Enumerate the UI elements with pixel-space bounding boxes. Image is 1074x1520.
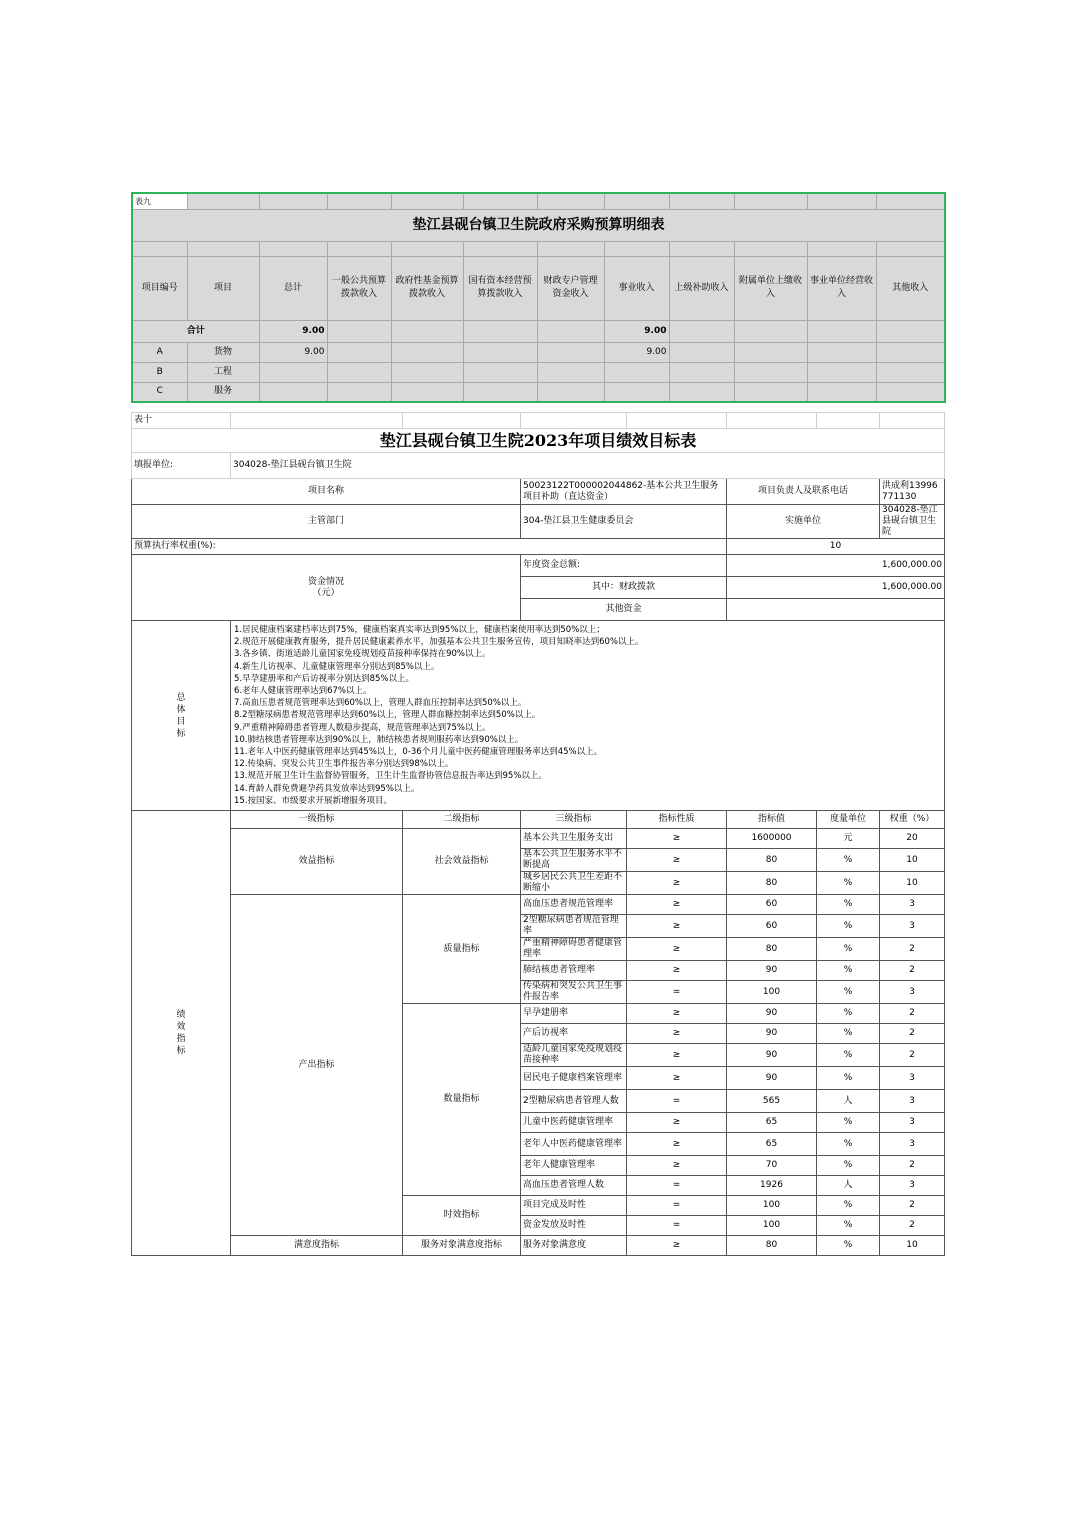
- indicator-operator: ≥: [627, 849, 727, 872]
- indicator-weight: 3: [880, 915, 945, 938]
- total-row: [132, 320, 945, 342]
- level3-indicator: 项目完成及时性: [521, 1196, 627, 1216]
- goal-item: 5.早孕建册率和产后访视率分别达到85%以上。: [234, 673, 415, 684]
- header-row: [132, 256, 945, 320]
- perf-label: 绩 效 指 标: [132, 811, 231, 1256]
- project-name: 50023122T000002044862-基本公共卫生服务项目补助（直达资金）: [521, 479, 727, 505]
- indicator-operator: =: [627, 1090, 727, 1113]
- indicator-unit: %: [817, 1216, 880, 1236]
- fiscal: 1,600,000.00: [727, 577, 945, 599]
- level3-indicator: 适龄儿童国家免疫规划疫苗接种率: [521, 1044, 627, 1067]
- indicator-operator: ≥: [627, 1004, 727, 1024]
- fill-unit: 304028-垫江县砚台镇卫生院: [231, 453, 945, 479]
- indicator-operator: =: [627, 1196, 727, 1216]
- indicator-row: [132, 1236, 945, 1256]
- column-header: 项目编号: [132, 256, 187, 320]
- indicator-value: 90: [727, 961, 817, 981]
- goal-item: 9.严重精神障碍患者管理人数稳步提高，规范管理率达到75%以上。: [234, 722, 491, 733]
- column-header: 政府性基金预算拨款收入: [391, 256, 463, 320]
- goal-item: 14.育龄人群免费避孕药具发放率达到95%以上。: [234, 783, 420, 794]
- indicator-unit: %: [817, 1196, 880, 1216]
- indicator-unit: %: [817, 1156, 880, 1176]
- exec-rate-label: 预算执行率权重(%):: [132, 539, 727, 555]
- column-header: 二级指标: [403, 811, 521, 829]
- column-header: 上级补助收入: [669, 256, 734, 320]
- level3-indicator: 老年人中医药健康管理率: [521, 1133, 627, 1156]
- indicator-value: 80: [727, 872, 817, 895]
- dept-label: 主管部门: [132, 505, 521, 539]
- table-row: [132, 342, 945, 362]
- indicator-unit: %: [817, 1044, 880, 1067]
- indicator-operator: ≥: [627, 1113, 727, 1133]
- indicator-unit: 元: [817, 829, 880, 849]
- row-item: 货物: [187, 342, 259, 362]
- row-business: [604, 362, 669, 382]
- indicator-unit: 人: [817, 1176, 880, 1196]
- column-header: 事业收入: [604, 256, 669, 320]
- indicator-value: 65: [727, 1113, 817, 1133]
- row-total: 9.00: [259, 342, 327, 362]
- level3-indicator: 高血压患者规范管理率: [521, 895, 627, 915]
- indicator-weight: 3: [880, 1090, 945, 1113]
- project-name-label: 项目名称: [132, 479, 521, 505]
- indicator-value: 100: [727, 1216, 817, 1236]
- dept: 304-垫江县卫生健康委员会: [521, 505, 727, 539]
- indicator-value: 1926: [727, 1176, 817, 1196]
- fund-label: 资金情况 （元）: [132, 555, 521, 621]
- indicator-weight: 10: [880, 872, 945, 895]
- goal-item: 13.规范开展卫生计生监督协管服务，卫生计生监督协管信息报告率达到95%以上。: [234, 771, 547, 782]
- indicator-unit: %: [817, 938, 880, 961]
- other: [727, 599, 945, 621]
- indicator-value: 65: [727, 1133, 817, 1156]
- row-business: [604, 382, 669, 402]
- indicator-unit: %: [817, 981, 880, 1004]
- level2-indicator: 服务对象满意度指标: [403, 1236, 521, 1256]
- annual-total-label: 年度资金总额:: [521, 555, 727, 577]
- fill-unit-label: 填报单位:: [132, 453, 231, 479]
- indicator-unit: %: [817, 1024, 880, 1044]
- column-header: 国有资本经营预算拨款收入: [463, 256, 537, 320]
- indicator-operator: =: [627, 981, 727, 1004]
- indicator-unit: %: [817, 1004, 880, 1024]
- column-header: 其他收入: [876, 256, 945, 320]
- level3-indicator: 2型糖尿病患者规范管理率: [521, 915, 627, 938]
- indicator-value: 80: [727, 1236, 817, 1256]
- overall-goals: [231, 621, 945, 811]
- column-header: 三级指标: [521, 811, 627, 829]
- indicator-unit: %: [817, 895, 880, 915]
- row-item: 工程: [187, 362, 259, 382]
- row-total: [259, 362, 327, 382]
- indicator-value: 80: [727, 938, 817, 961]
- level1-indicator: 产出指标: [231, 895, 403, 1236]
- level1-indicator: 效益指标: [231, 829, 403, 895]
- goal-item: 7.高血压患者规范管理率达到60%以上，管理人群血压控制率达到50%以上。: [234, 698, 527, 709]
- level3-indicator: 早孕建册率: [521, 1004, 627, 1024]
- table-row: [132, 382, 945, 402]
- indicator-operator: ≥: [627, 1236, 727, 1256]
- indicator-unit: %: [817, 1067, 880, 1090]
- level3-indicator: 老年人健康管理率: [521, 1156, 627, 1176]
- indicator-value: 1600000: [727, 829, 817, 849]
- level2-indicator: 质量指标: [403, 895, 521, 1004]
- level3-indicator: 居民电子健康档案管理率: [521, 1067, 627, 1090]
- fiscal-label: 其中：财政拨款: [521, 577, 727, 599]
- indicator-operator: ≥: [627, 915, 727, 938]
- row-item: 服务: [187, 382, 259, 402]
- level3-indicator: 高血压患者管理人数: [521, 1176, 627, 1196]
- goal-item: 10.肺结核患者管理率达到90%以上，肺结核患者规则服药率达到90%以上。: [234, 734, 524, 745]
- indicator-weight: 10: [880, 1236, 945, 1256]
- level3-indicator: 严重精神障碍患者健康管理率: [521, 938, 627, 961]
- level2-indicator: 时效指标: [403, 1196, 521, 1236]
- level2-indicator: 数量指标: [403, 1004, 521, 1196]
- column-header: 项目: [187, 256, 259, 320]
- indicator-weight: 3: [880, 1133, 945, 1156]
- indicator-value: 70: [727, 1156, 817, 1176]
- annual-total: 1,600,000.00: [727, 555, 945, 577]
- indicator-unit: %: [817, 1133, 880, 1156]
- goal-item: 11.老年人中医药健康管理率达到45%以上，0-36个月儿童中医药健康管理服务率达到45%以上。: [234, 747, 603, 757]
- table-tag: 表九: [132, 193, 187, 209]
- indicator-unit: 人: [817, 1090, 880, 1113]
- indicator-unit: %: [817, 872, 880, 895]
- indicator-value: 100: [727, 981, 817, 1004]
- impl: 304028-垫江县砚台镇卫生院: [880, 505, 945, 539]
- goal-item: 15.按国家、市级要求开展新增服务项目。: [234, 795, 393, 806]
- indicator-value: 565: [727, 1090, 817, 1113]
- level3-indicator: 产后访视率: [521, 1024, 627, 1044]
- row-code: C: [132, 382, 187, 402]
- indicator-operator: ≥: [627, 1044, 727, 1067]
- goal-item: 3.各乡镇、街道适龄儿童国家免疫规划疫苗接种率保持在90%以上。: [234, 649, 491, 660]
- column-header: 指标值: [727, 811, 817, 829]
- indicator-operator: =: [627, 1176, 727, 1196]
- goal-label: 总 体 目 标: [132, 621, 231, 811]
- total-label: 合计: [132, 320, 259, 342]
- procurement-budget-table: [131, 192, 946, 403]
- column-header: 财政专户管理资金收入: [537, 256, 604, 320]
- row-total: [259, 382, 327, 402]
- indicator-value: 60: [727, 895, 817, 915]
- indicator-operator: ≥: [627, 829, 727, 849]
- indicator-weight: 2: [880, 1216, 945, 1236]
- indicator-value: 90: [727, 1067, 817, 1090]
- level3-indicator: 基本公共卫生服务水平不断提高: [521, 849, 627, 872]
- table-tag: 表十: [132, 413, 231, 429]
- indicator-weight: 2: [880, 1156, 945, 1176]
- exec-rate: 10: [727, 539, 945, 555]
- goal-item: 4.新生儿访视率、儿童健康管理率分别达到85%以上。: [234, 661, 440, 672]
- total-sum: 9.00: [259, 320, 327, 342]
- column-header: 事业单位经营收入: [807, 256, 876, 320]
- indicator-operator: =: [627, 1216, 727, 1236]
- indicator-weight: 2: [880, 1196, 945, 1216]
- indicator-value: 100: [727, 1196, 817, 1216]
- indicator-unit: %: [817, 961, 880, 981]
- column-header: 附属单位上缴收入: [734, 256, 807, 320]
- indicator-row: [132, 895, 945, 915]
- column-header: 指标性质: [627, 811, 727, 829]
- level3-indicator: 资金发放及时性: [521, 1216, 627, 1236]
- column-header: 总计: [259, 256, 327, 320]
- goal-item: 2.规范开展健康教育服务，提升居民健康素养水平，加强基本公共卫生服务宣传，项目知晓率达到60%以上。: [234, 637, 644, 648]
- table-row: [132, 362, 945, 382]
- column-header: 度量单位: [817, 811, 880, 829]
- indicator-value: 60: [727, 915, 817, 938]
- indicator-operator: ≥: [627, 872, 727, 895]
- goal-item: 8.2型糖尿病患者规范管理率达到60%以上，管理人群血糖控制率达到50%以上。: [234, 710, 541, 721]
- contact: 洪成利13996771130: [880, 479, 945, 505]
- table-title: 垫江县砚台镇卫生院2023年项目绩效目标表: [132, 429, 945, 453]
- contact-label: 项目负责人及联系电话: [727, 479, 880, 505]
- level2-indicator: 社会效益指标: [403, 829, 521, 895]
- indicator-weight: 10: [880, 849, 945, 872]
- goal-item: 12.传染病、突发公共卫生事件报告率分别达到98%以上。: [234, 759, 454, 770]
- impl-label: 实施单位: [727, 505, 880, 539]
- level3-indicator: 城乡居民公共卫生差距不断缩小: [521, 872, 627, 895]
- column-header: 权重（%）: [880, 811, 945, 829]
- indicator-operator: ≥: [627, 895, 727, 915]
- level3-indicator: 肺结核患者管理率: [521, 961, 627, 981]
- row-business: 9.00: [604, 342, 669, 362]
- indicator-weight: 3: [880, 1113, 945, 1133]
- indicator-weight: 3: [880, 981, 945, 1004]
- indicator-value: 90: [727, 1024, 817, 1044]
- indicator-operator: ≥: [627, 961, 727, 981]
- performance-target-table: [131, 412, 945, 1256]
- indicator-weight: 2: [880, 938, 945, 961]
- indicator-row: [132, 829, 945, 849]
- indicator-unit: %: [817, 1236, 880, 1256]
- indicator-weight: 2: [880, 961, 945, 981]
- indicator-unit: %: [817, 849, 880, 872]
- indicator-operator: ≥: [627, 1067, 727, 1090]
- row-code: A: [132, 342, 187, 362]
- row-code: B: [132, 362, 187, 382]
- indicator-value: 90: [727, 1004, 817, 1024]
- table-title: 垫江县砚台镇卫生院政府采购预算明细表: [132, 209, 945, 241]
- level3-indicator: 基本公共卫生服务支出: [521, 829, 627, 849]
- level1-indicator: 满意度指标: [231, 1236, 403, 1256]
- indicator-weight: 3: [880, 1067, 945, 1090]
- indicator-operator: ≥: [627, 1133, 727, 1156]
- indicator-operator: ≥: [627, 1024, 727, 1044]
- indicator-weight: 3: [880, 895, 945, 915]
- column-header: 一般公共预算拨款收入: [327, 256, 391, 320]
- indicator-weight: 2: [880, 1024, 945, 1044]
- indicator-operator: ≥: [627, 1156, 727, 1176]
- level3-indicator: 传染病和突发公共卫生事件报告率: [521, 981, 627, 1004]
- level3-indicator: 儿童中医药健康管理率: [521, 1113, 627, 1133]
- indicator-value: 90: [727, 1044, 817, 1067]
- indicator-weight: 20: [880, 829, 945, 849]
- indicator-weight: 2: [880, 1044, 945, 1067]
- indicator-weight: 2: [880, 1004, 945, 1024]
- level3-indicator: 服务对象满意度: [521, 1236, 627, 1256]
- indicator-value: 80: [727, 849, 817, 872]
- total-business: 9.00: [604, 320, 669, 342]
- indicator-weight: 3: [880, 1176, 945, 1196]
- goal-item: 6.老年人健康管理率达到67%以上。: [234, 685, 372, 696]
- indicator-unit: %: [817, 915, 880, 938]
- indicator-unit: %: [817, 1113, 880, 1133]
- indicator-operator: ≥: [627, 938, 727, 961]
- goal-item: 1.居民健康档案建档率达到75%，健康档案真实率达到95%以上，健康档案使用率达到50%以上；: [234, 624, 605, 635]
- other-label: 其他资金: [521, 599, 727, 621]
- level3-indicator: 2型糖尿病患者管理人数: [521, 1090, 627, 1113]
- column-header: 一级指标: [231, 811, 403, 829]
